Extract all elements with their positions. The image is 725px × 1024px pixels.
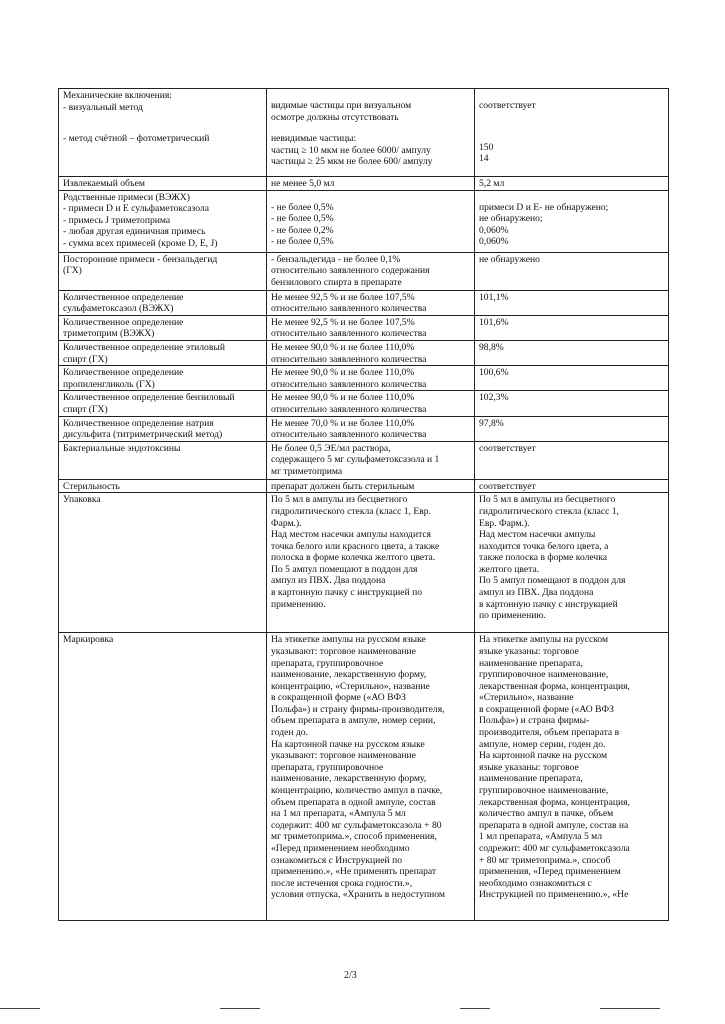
table-row — [59, 391, 669, 416]
cell-line: Количественное определение бензиловый — [63, 392, 235, 404]
parameter-cell — [59, 340, 267, 365]
cell-line: Извлекаемый объем — [63, 178, 145, 189]
cell-line: в сокращенной форме («АО ВФЗ — [479, 703, 614, 715]
cell-line: Не менее 92,5 % и не более 107,5% — [271, 316, 415, 328]
cell-line: 97,8% — [479, 417, 504, 429]
cell-line: 101,6% — [479, 316, 509, 328]
result-cell — [475, 366, 669, 391]
cell-line — [271, 123, 471, 133]
cell-line: Родственные примеси (ВЭЖХ) — [63, 191, 190, 203]
cell-line: гидролитического стекла (класс 1, Евр. — [271, 505, 431, 517]
footer-rule — [220, 1008, 260, 1009]
requirement-cell — [267, 89, 475, 177]
cell-line: производителя, объем препарата в — [479, 727, 620, 739]
parameter-cell — [59, 252, 267, 290]
requirement-cell — [267, 177, 475, 191]
requirement-cell — [267, 479, 475, 493]
parameter-cell — [59, 391, 267, 416]
table-row — [59, 441, 669, 479]
cell-line: + 80 мг триметоприма.», способ — [479, 854, 611, 866]
cell-line: Количественное определение натрия — [63, 417, 214, 429]
specification-table — [58, 88, 669, 921]
cell-line: - примесь J триметоприма — [63, 214, 171, 226]
cell-line: в сокращенной форме («АО ВФЗ — [271, 692, 406, 704]
cell-line: Посторонние примеси - бензальдегид — [63, 253, 218, 265]
table-row — [59, 177, 669, 191]
cell-line: также полоска в форме колечка — [479, 552, 608, 564]
requirement-cell — [267, 441, 475, 479]
cell-line: применению.», «Не применять препарат — [271, 866, 437, 878]
cell-line: указывают: торговое наименование — [271, 750, 416, 762]
cell-line — [63, 123, 263, 133]
cell-line: - любая другая единичная примесь — [63, 226, 206, 238]
cell-line: Количественное определение — [63, 367, 184, 379]
result-cell — [475, 252, 669, 290]
cell-line: невидимые частицы: — [271, 133, 357, 145]
cell-line: Количественное определение — [63, 291, 184, 303]
cell-line — [271, 90, 471, 100]
parameter-cell — [59, 633, 267, 921]
requirement-cell — [267, 340, 475, 365]
cell-line: относительно заявленного количества — [271, 303, 427, 315]
requirement-cell — [267, 366, 475, 391]
cell-line: дисульфита (титриметрический метод) — [63, 429, 223, 441]
cell-line: Маркировка — [63, 634, 114, 646]
cell-line: Не менее 90,0 % и не более 110,0% — [271, 341, 415, 353]
cell-line: Не более 0,5 ЭЕ/мл раствора, — [271, 442, 391, 454]
cell-line: ампуле, номер серии, годен до. — [479, 738, 606, 750]
cell-line — [479, 122, 665, 132]
cell-line: триметоприм (ВЭЖХ) — [63, 328, 155, 340]
cell-line: находится точка белого цвета, а — [479, 540, 609, 552]
cell-line: Польфа») и страну фирмы-производителя, — [271, 703, 445, 715]
cell-line: мг триметоприма.», способ применения, — [271, 831, 437, 843]
cell-line: содрежит: 400 мг сульфаметоксазола — [479, 843, 630, 854]
cell-line: на 1 мл препарата, «Ампула 5 мл — [271, 808, 406, 820]
table-row — [59, 479, 669, 493]
cell-line: не обнаружено; — [479, 213, 543, 225]
result-cell — [475, 290, 669, 315]
cell-line: наименование препарата, — [479, 657, 583, 669]
cell-line: соответствует — [479, 100, 536, 111]
cell-line: сульфаметоксазол (ВЭЖХ) — [63, 303, 174, 315]
cell-line: 100,6% — [479, 367, 509, 379]
result-cell — [475, 391, 669, 416]
result-cell — [475, 633, 669, 921]
table-row — [59, 340, 669, 365]
cell-line: частиц ≥ 10 мкм не более 6000/ ампулу — [271, 144, 431, 156]
parameter-cell — [59, 479, 267, 493]
cell-line: - примеси D и E сульфаметоксазола — [63, 203, 209, 215]
cell-line: языке указаны: торговое — [479, 645, 579, 657]
cell-line: На картонной пачке на русском — [479, 750, 608, 762]
cell-line: препарата в одной ампуле, состав на — [479, 819, 629, 831]
cell-line: - не более 0,5% — [271, 201, 334, 213]
cell-line: - бензальдегида - не более 0,1% — [271, 253, 401, 265]
cell-line: примеси D и E- не обнаружено; — [479, 201, 609, 213]
cell-line: По 5 мл в ампулы из бесцветного — [479, 494, 616, 506]
cell-line: На этикетке ампулы на русском языке — [271, 634, 426, 646]
cell-line: соответствует — [479, 442, 536, 454]
cell-line: - не более 0,5% — [271, 213, 334, 225]
result-cell — [475, 416, 669, 441]
cell-line: препарата, группировочное — [271, 657, 384, 669]
cell-line: спирт (ГХ) — [63, 353, 108, 365]
result-cell — [475, 493, 669, 633]
cell-line: спирт (ГХ) — [63, 403, 108, 415]
cell-line: не менее 5,0 мл — [271, 178, 335, 189]
footer-rule — [600, 1008, 660, 1009]
result-cell — [475, 190, 669, 252]
parameter-cell — [59, 441, 267, 479]
cell-line: в картонную пачку с инструкцией — [479, 598, 618, 610]
cell-line: 102,3% — [479, 392, 509, 404]
specification-table-body — [59, 89, 669, 921]
requirement-cell — [267, 633, 475, 921]
cell-line: «Перед применением необходимо — [271, 843, 410, 854]
table-row — [59, 315, 669, 340]
result-cell — [475, 441, 669, 479]
cell-line: наименование, лекарственную форму, — [271, 669, 427, 681]
requirement-cell — [267, 391, 475, 416]
requirement-cell — [267, 416, 475, 441]
cell-line: пропиленгликоль (ГХ) — [63, 378, 155, 390]
cell-line: лекарственная форма, концентрация, — [479, 796, 630, 808]
table-row — [59, 290, 669, 315]
cell-line: группировочное наименование, — [479, 785, 609, 797]
requirement-cell — [267, 290, 475, 315]
table-row — [59, 89, 669, 177]
cell-line: Фарм.). — [271, 517, 302, 529]
cell-line: Инструкцией по применению.», «Не — [479, 889, 629, 901]
cell-line: - не более 0,5% — [271, 236, 334, 248]
cell-line — [271, 192, 471, 202]
cell-line: Польфа») и страна фирмы- — [479, 715, 590, 727]
cell-line: Не менее 90,0 % и не более 110,0% — [271, 367, 415, 379]
requirement-cell — [267, 252, 475, 290]
cell-line: 101,1% — [479, 291, 509, 303]
cell-line: соответствует — [479, 480, 536, 492]
cell-line: Количественное определение этиловый — [63, 341, 225, 353]
cell-line: По 5 ампул помещают в поддон для — [271, 563, 418, 575]
cell-line: 14 — [479, 153, 489, 165]
cell-line: препарат должен быть стерильным — [271, 480, 415, 492]
footer-rule — [460, 1008, 490, 1009]
cell-line: объем препарата в одной ампуле, состав — [271, 796, 436, 808]
cell-line: Количественное определение — [63, 316, 184, 328]
cell-line: относительно заявленного количества — [271, 328, 427, 340]
cell-line — [479, 192, 665, 202]
cell-line: концентрацию, «Стерильно», название — [271, 680, 430, 692]
footer-rule — [0, 1008, 40, 1009]
cell-line: бензилового спирта в препарате — [271, 276, 402, 288]
cell-line: видимые частицы при визуальном — [271, 100, 412, 111]
parameter-cell — [59, 190, 267, 252]
cell-line — [479, 132, 665, 142]
cell-line — [479, 112, 665, 122]
cell-line — [63, 113, 263, 123]
cell-line: По 5 ампул помещают в поддон для — [479, 575, 626, 587]
cell-line: - визуальный метод — [63, 101, 143, 113]
cell-line: препарата, группировочное — [271, 761, 384, 773]
cell-line: относительно заявленного содержания — [271, 265, 430, 277]
result-cell — [475, 340, 669, 365]
cell-line: 0,060% — [479, 224, 509, 236]
cell-line: указывают: торговое наименование — [271, 645, 416, 657]
cell-line: Над местом насечки ампулы — [479, 529, 596, 541]
cell-line: - не более 0,2% — [271, 224, 334, 236]
cell-line: На этикетке ампулы на русском — [479, 634, 609, 646]
cell-line: относительно заявленного количества — [271, 353, 427, 365]
page-number: 2/3 — [344, 970, 357, 981]
table-row — [59, 366, 669, 391]
cell-line: 0,060% — [479, 236, 509, 248]
cell-line: (ГХ) — [63, 265, 82, 277]
cell-line: наименование препарата, — [479, 773, 583, 785]
parameter-cell — [59, 416, 267, 441]
cell-line: относительно заявленного количества — [271, 403, 427, 415]
cell-line: в картонную пачку с инструкцией по — [271, 587, 423, 599]
cell-line: применения, «Перед применением — [479, 866, 621, 878]
cell-line: содержит: 400 мг сульфаметоксазола + 80 — [271, 819, 442, 831]
cell-line: необходимо ознакомиться с — [479, 877, 592, 889]
cell-line: гидролитического стекла (класс 1, — [479, 505, 619, 517]
cell-line: количество ампул в пачке, объем — [479, 808, 614, 820]
cell-line: не обнаружено — [479, 253, 540, 265]
cell-line: Евр. Фарм.). — [479, 517, 530, 529]
table-row — [59, 190, 669, 252]
cell-line: условия отпуска, «Хранить в недоступном — [271, 889, 445, 901]
table-row — [59, 633, 669, 921]
cell-line: По 5 мл в ампулы из бесцветного — [271, 494, 408, 506]
cell-line: «Стерильно», название — [479, 692, 574, 704]
cell-line: по применению. — [479, 610, 546, 622]
cell-line: На картонной пачке на русском языке — [271, 738, 425, 750]
cell-line: содержащего 5 мг сульфаметоксазола и 1 — [271, 454, 440, 466]
cell-line: объем препарата в ампуле, номер серии, — [271, 715, 436, 727]
cell-line: Не менее 92,5 % и не более 107,5% — [271, 291, 415, 303]
cell-line: желтого цвета. — [479, 563, 540, 575]
cell-line: наименование, лекарственную форму, — [271, 773, 427, 785]
requirement-cell — [267, 493, 475, 633]
result-cell — [475, 89, 669, 177]
cell-line: Над местом насечки ампулы находится — [271, 529, 432, 541]
cell-line: после истечения срока годности.», — [271, 877, 413, 889]
cell-line: относительно заявленного количества — [271, 378, 427, 390]
cell-line: частицы ≥ 25 мкм не более 600/ ампулу — [271, 156, 433, 168]
cell-line: Бактериальные эндотоксины — [63, 442, 181, 454]
cell-line: концентрацию, количество ампул в пачке, — [271, 785, 443, 797]
cell-line: ознакомиться с Инструкцией по — [271, 854, 403, 866]
cell-line: Упаковка — [63, 494, 101, 506]
parameter-cell — [59, 290, 267, 315]
cell-line: 98,8% — [479, 341, 504, 353]
cell-line: Стерильность — [63, 480, 120, 492]
parameter-cell — [59, 89, 267, 177]
cell-line: полоска в форме колечка желтого цвета. — [271, 552, 436, 564]
cell-line: Механические включения: — [63, 90, 172, 101]
result-cell — [475, 177, 669, 191]
cell-line: относительно заявленного количества — [271, 429, 427, 441]
result-cell — [475, 315, 669, 340]
cell-line: осмотре должны отсутствовать — [271, 111, 399, 123]
cell-line: Не менее 90,0 % и не более 110,0% — [271, 392, 415, 404]
cell-line: 1 мл препарата, «Ампула 5 мл — [479, 831, 603, 843]
cell-line: - сумма всех примесей (кроме D, E, J) — [63, 237, 218, 249]
parameter-cell — [59, 366, 267, 391]
table-row — [59, 252, 669, 290]
cell-line: группировочное наименование, — [479, 669, 609, 681]
parameter-cell — [59, 177, 267, 191]
cell-line: языке указаны: торговое — [479, 761, 579, 773]
cell-line: - метод счётной – фотометрический — [63, 133, 210, 145]
cell-line: лекарственная форма, концентрация, — [479, 680, 630, 692]
cell-line: мг триметоприма — [271, 465, 343, 477]
cell-line: Не менее 70,0 % и не более 110,0% — [271, 417, 415, 429]
parameter-cell — [59, 493, 267, 633]
parameter-cell — [59, 315, 267, 340]
requirement-cell — [267, 190, 475, 252]
table-row — [59, 493, 669, 633]
cell-line: годен до. — [271, 727, 308, 739]
cell-line: 150 — [479, 141, 494, 153]
table-row — [59, 416, 669, 441]
cell-line — [479, 90, 665, 100]
cell-line: ампул из ПВХ. Два поддона — [271, 575, 386, 587]
cell-line: применению. — [271, 598, 326, 610]
cell-line: точка белого или красного цвета, а также — [271, 540, 440, 552]
cell-line: ампул из ПВХ. Два поддона — [479, 587, 594, 599]
result-cell — [475, 479, 669, 493]
cell-line: 5,2 мл — [479, 178, 505, 189]
requirement-cell — [267, 315, 475, 340]
